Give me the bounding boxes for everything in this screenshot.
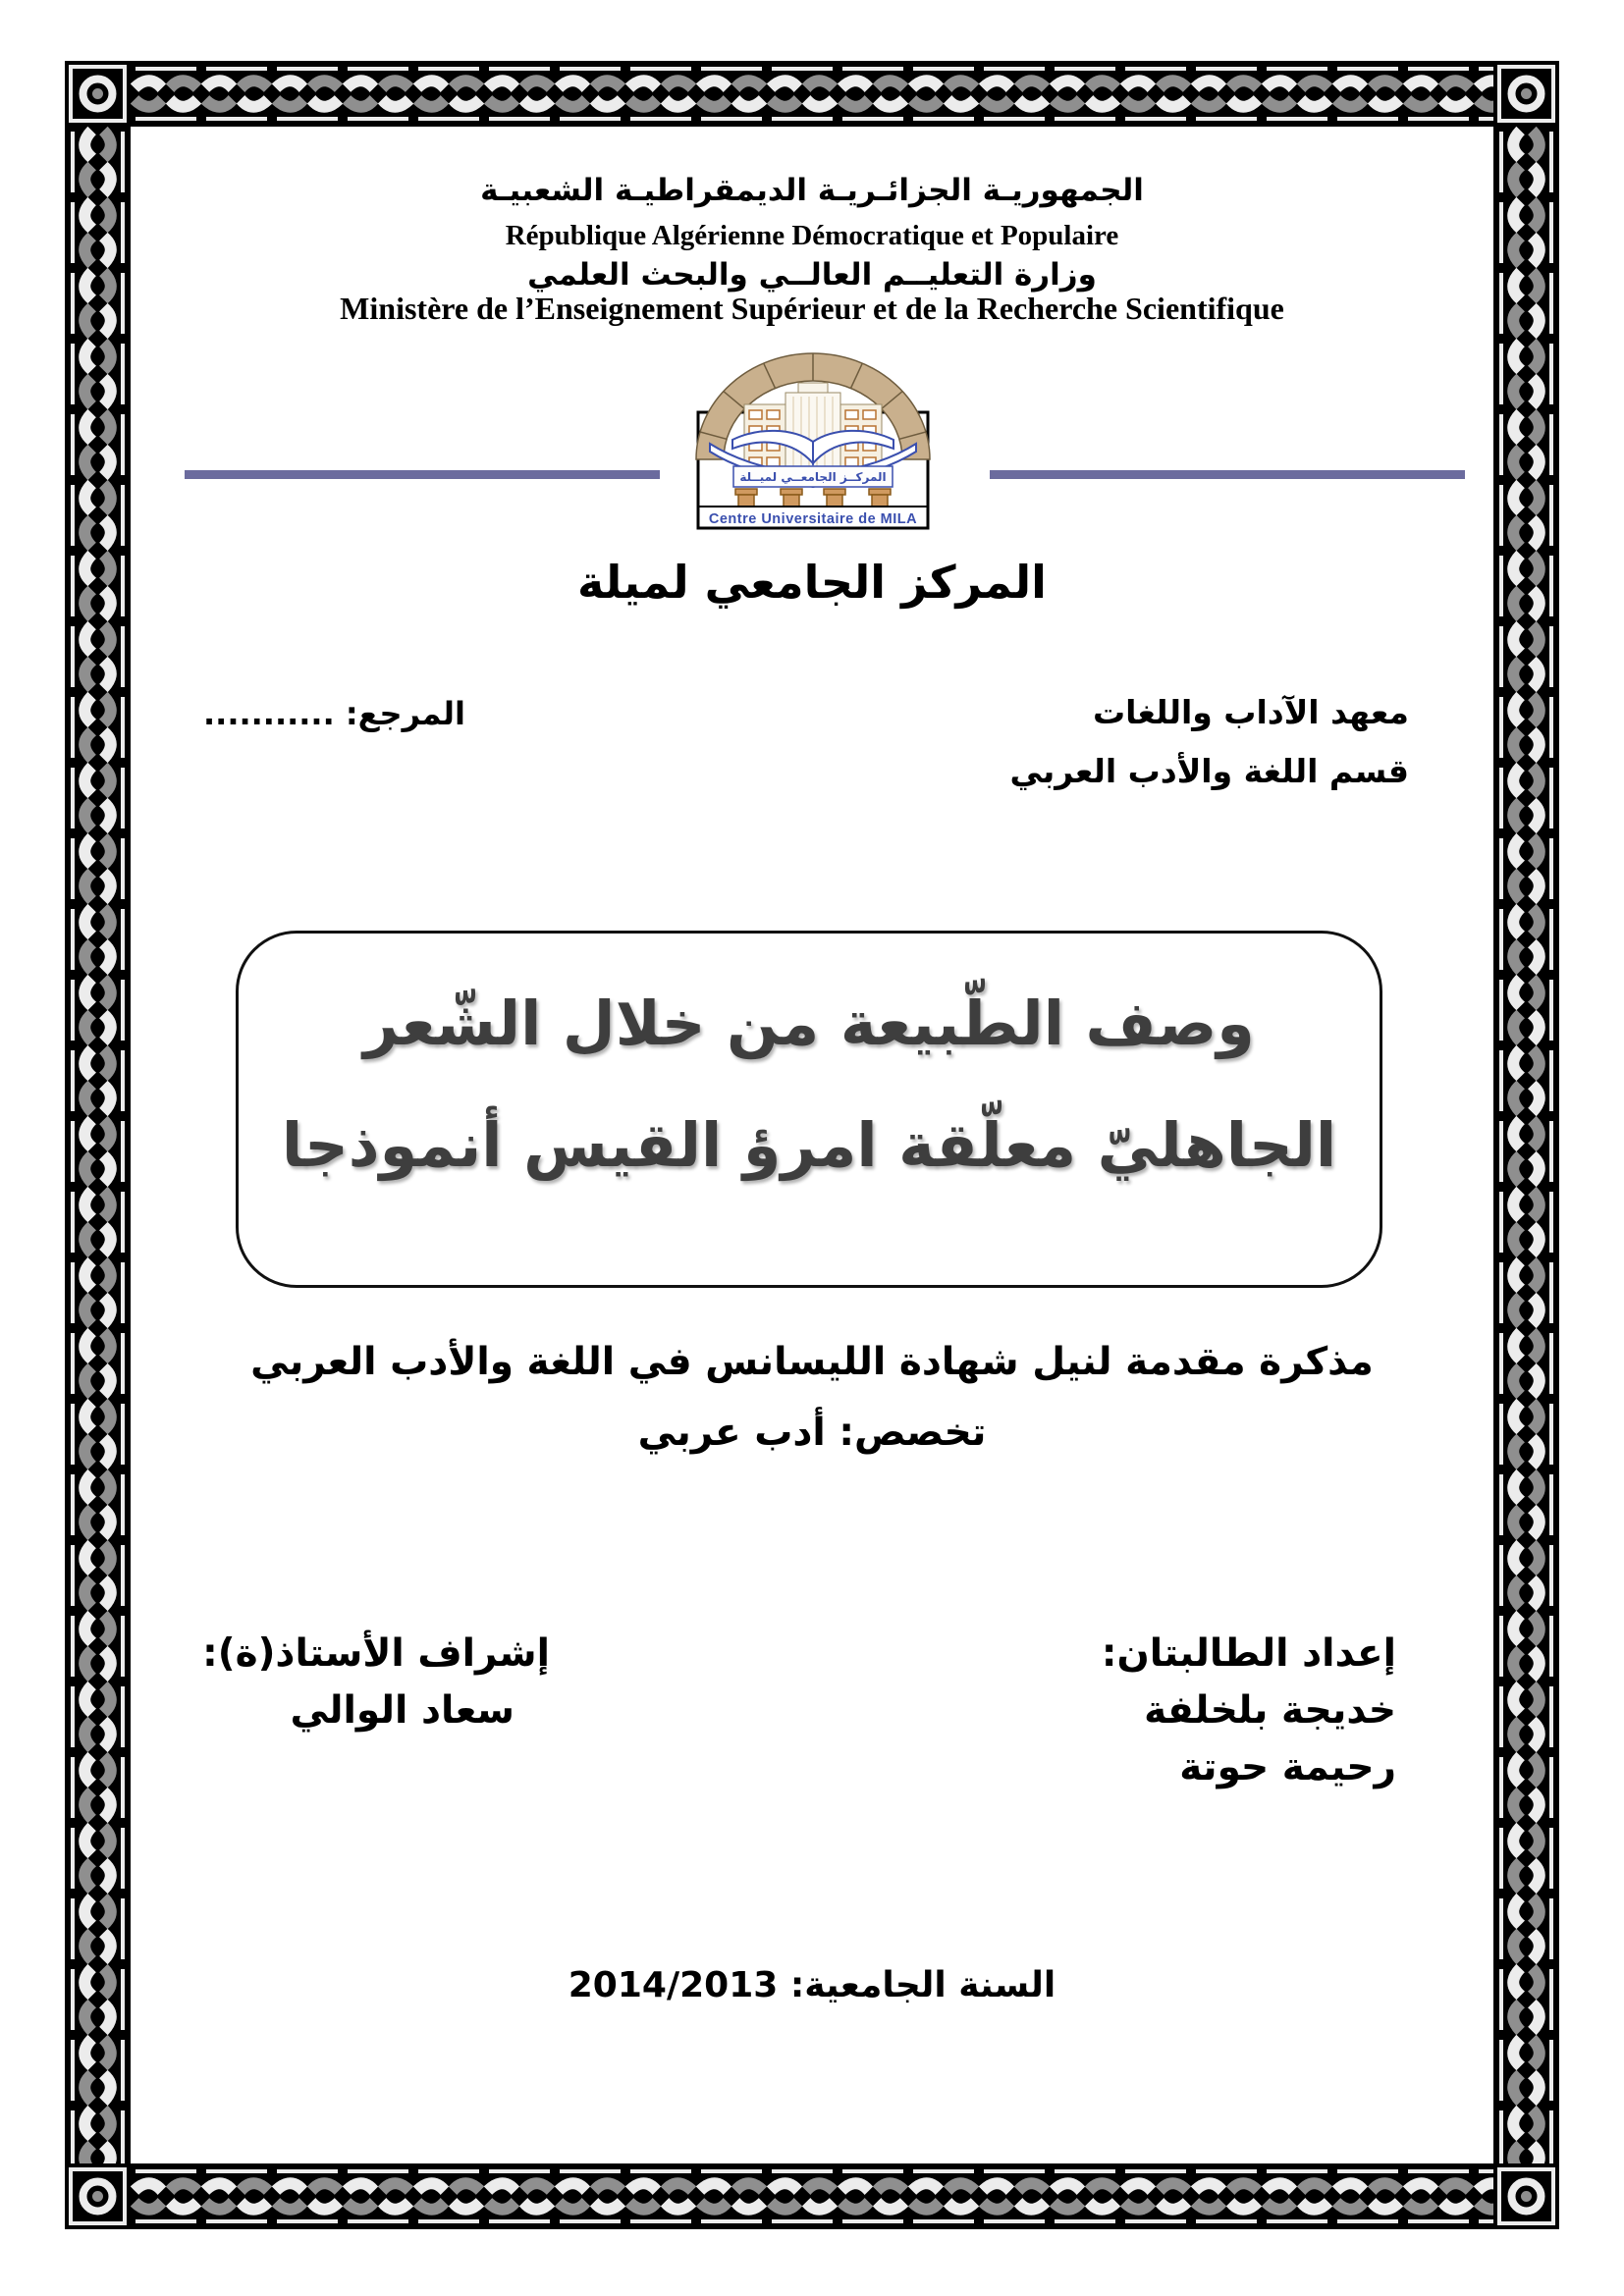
logo-caption-text: Centre Universitaire de MILA — [708, 511, 918, 527]
divider-rule-right — [990, 470, 1465, 479]
academic-year: السنة الجامعية: 2014/2013 — [568, 1965, 1056, 2005]
degree-note-line2: تخصص: أدب عربي — [637, 1411, 987, 1455]
institute-name: معهد الآداب واللغات — [1092, 693, 1409, 731]
thesis-title-line2: الجاهليّ معلّقة امرؤ القيس أنموذجا — [281, 1109, 1337, 1181]
ministry-name-arabic: وزارة التعليــم العالــي والبحث العلمي — [527, 257, 1097, 293]
reference-label: المرجع: ........... — [203, 695, 465, 732]
border-corner-top-right-icon — [1493, 61, 1559, 127]
degree-note-line1: مذكرة مقدمة لنيل شهادة الليسانس في اللغة والأدب العربي — [250, 1340, 1374, 1384]
thesis-title-box — [236, 931, 1382, 1288]
ministry-name-french: Ministère de l’Enseignement Supérieur et de la Recherche Scientifique — [340, 291, 1284, 326]
border-corner-bottom-left-icon — [65, 2163, 131, 2229]
students-label: إعداد الطالبتان: — [1101, 1631, 1396, 1676]
border-bottom-strip — [131, 2163, 1493, 2229]
thesis-title-line1: وصف الطّبيعة من خلال الشّعر — [363, 988, 1255, 1059]
affiliation-block — [1010, 683, 1409, 801]
republic-name-arabic: الجمهوريـة الجزائـريـة الديمقراطيـة الشعبيـة — [480, 173, 1144, 208]
student-name-2: رحيمة حوتة — [1179, 1745, 1396, 1789]
students-block — [1102, 1626, 1396, 1796]
university-name: المركز الجامعي لميلة — [577, 556, 1047, 609]
university-logo — [690, 349, 936, 532]
supervisor-name: سعاد الوالي — [290, 1688, 514, 1733]
republic-name-french: République Algérienne Démocratique et Populaire — [505, 220, 1119, 251]
border-right-strip — [1493, 127, 1559, 2163]
divider-rule-left — [185, 470, 660, 479]
department-name: قسم اللغة والأدب العربي — [1009, 752, 1409, 790]
border-corner-bottom-right-icon — [1493, 2163, 1559, 2229]
supervisor-label: إشراف الأستاذ(ة): — [202, 1631, 550, 1676]
border-top-strip — [131, 61, 1493, 127]
border-left-strip — [65, 127, 131, 2163]
border-corner-top-left-icon — [65, 61, 131, 127]
degree-note — [0, 1327, 1624, 1468]
student-name-1: خديجة بلخلفة — [1144, 1688, 1396, 1733]
supervisor-block — [202, 1626, 550, 1739]
logo-banner-arabic-text: المركــز الجامعــي لميــلة — [739, 470, 887, 484]
